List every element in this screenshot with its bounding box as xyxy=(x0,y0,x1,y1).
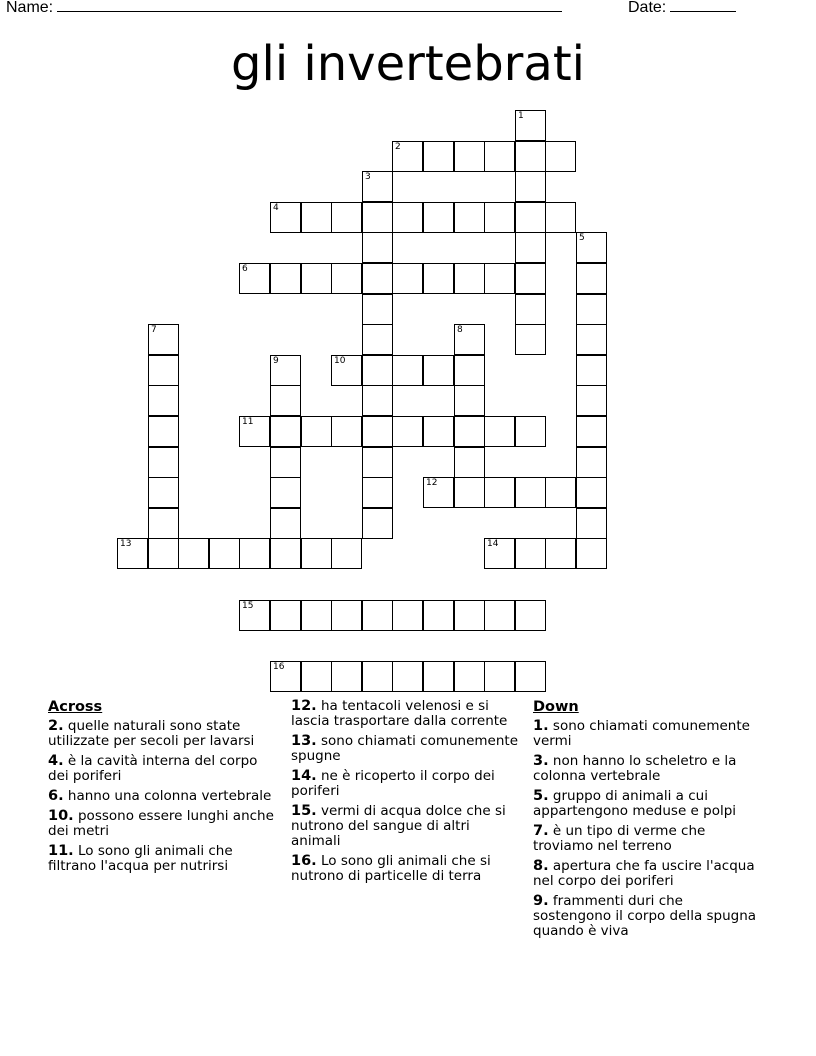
grid-cell[interactable] xyxy=(515,294,546,325)
grid-cell[interactable] xyxy=(392,263,423,294)
grid-cell[interactable] xyxy=(331,661,362,692)
clue-across-10: 10. possono essere lunghi anche dei metri xyxy=(48,808,274,839)
grid-cell[interactable] xyxy=(576,355,607,386)
cell-number: 6 xyxy=(242,264,248,274)
grid-cell[interactable] xyxy=(362,385,393,416)
cell-number: 1 xyxy=(518,111,524,121)
clue-across-12: 12. ha tentacoli velenosi e si lascia trasportare dalla corrente xyxy=(291,698,508,729)
grid-cell[interactable] xyxy=(454,600,485,631)
grid-cell[interactable] xyxy=(239,600,270,631)
grid-cell[interactable] xyxy=(148,508,179,539)
grid-cell[interactable] xyxy=(454,263,485,294)
grid-cell[interactable] xyxy=(454,416,485,447)
grid-cell[interactable] xyxy=(423,355,454,386)
grid-cell[interactable] xyxy=(423,477,454,508)
cell-number: 4 xyxy=(273,203,279,213)
grid-cell[interactable] xyxy=(454,355,485,386)
grid-cell[interactable] xyxy=(301,538,332,569)
grid-cell[interactable] xyxy=(576,385,607,416)
clue-down-3: 3. non hanno lo scheletro e la colonna vertebrale xyxy=(533,753,737,784)
clue-down-7: 7. è un tipo di verme che troviamo nel terreno xyxy=(533,823,706,854)
grid-cell[interactable] xyxy=(576,477,607,508)
grid-cell[interactable] xyxy=(362,263,393,294)
grid-cell[interactable] xyxy=(576,538,607,569)
grid-cell[interactable] xyxy=(423,600,454,631)
grid-cell[interactable] xyxy=(515,110,546,141)
grid-cell[interactable] xyxy=(301,263,332,294)
grid-cell[interactable] xyxy=(515,202,546,233)
grid-cell[interactable] xyxy=(270,508,301,539)
cell-number: 14 xyxy=(487,539,499,549)
grid-cell[interactable] xyxy=(515,477,546,508)
grid-cell[interactable] xyxy=(515,171,546,202)
grid-cell[interactable] xyxy=(545,202,576,233)
grid-cell[interactable] xyxy=(148,477,179,508)
grid-cell[interactable] xyxy=(423,416,454,447)
grid-cell[interactable] xyxy=(331,355,362,386)
grid-cell[interactable] xyxy=(484,477,515,508)
across-heading: Across xyxy=(48,699,103,715)
grid-cell[interactable] xyxy=(362,477,393,508)
grid-cell[interactable] xyxy=(484,263,515,294)
name-field[interactable] xyxy=(57,0,562,12)
grid-cell[interactable] xyxy=(484,661,515,692)
grid-cell[interactable] xyxy=(239,416,270,447)
grid-cell[interactable] xyxy=(392,416,423,447)
grid-cell[interactable] xyxy=(484,416,515,447)
grid-cell[interactable] xyxy=(392,141,423,172)
grid-cell[interactable] xyxy=(484,538,515,569)
clue-across-2: 2. quelle naturali sono state utilizzate per secoli per lavarsi xyxy=(48,718,255,749)
grid-cell[interactable] xyxy=(362,508,393,539)
clue-across-16: 16. Lo sono gli animali che si nutrono di particelle di terra xyxy=(291,853,491,884)
grid-cell[interactable] xyxy=(484,600,515,631)
grid-cell[interactable] xyxy=(423,263,454,294)
cell-number: 12 xyxy=(426,478,438,488)
grid-cell[interactable] xyxy=(270,355,301,386)
grid-cell[interactable] xyxy=(362,171,393,202)
down-clues xyxy=(533,699,765,944)
grid-cell[interactable] xyxy=(148,538,179,569)
grid-cell[interactable] xyxy=(576,294,607,325)
cell-number: 13 xyxy=(120,539,132,549)
grid-cell[interactable] xyxy=(392,355,423,386)
grid-cell[interactable] xyxy=(301,600,332,631)
grid-cell[interactable] xyxy=(484,141,515,172)
grid-cell[interactable] xyxy=(423,661,454,692)
grid-cell[interactable] xyxy=(515,141,546,172)
grid-cell[interactable] xyxy=(331,202,362,233)
grid-cell[interactable] xyxy=(454,661,485,692)
grid-cell[interactable] xyxy=(362,600,393,631)
grid-cell[interactable] xyxy=(301,661,332,692)
grid-cell[interactable] xyxy=(270,385,301,416)
cell-number: 7 xyxy=(151,325,157,335)
clue-down-1: 1. sono chiamati comunemente vermi xyxy=(533,718,750,749)
grid-cell[interactable] xyxy=(576,416,607,447)
grid-cell[interactable] xyxy=(454,141,485,172)
grid-cell[interactable] xyxy=(331,263,362,294)
grid-cell[interactable] xyxy=(576,447,607,478)
grid-cell[interactable] xyxy=(454,447,485,478)
grid-cell[interactable] xyxy=(270,661,301,692)
name-line xyxy=(6,0,562,17)
grid-cell[interactable] xyxy=(484,202,515,233)
grid-cell[interactable] xyxy=(576,324,607,355)
cell-number: 3 xyxy=(365,172,371,182)
clue-across-15: 15. vermi di acqua dolce che si nutrono del sangue di altri animali xyxy=(291,803,506,849)
grid-cell[interactable] xyxy=(362,416,393,447)
grid-cell[interactable] xyxy=(454,477,485,508)
grid-cell[interactable] xyxy=(270,538,301,569)
clue-across-6: 6. hanno una colonna vertebrale xyxy=(48,788,272,804)
grid-cell[interactable] xyxy=(545,141,576,172)
grid-cell[interactable] xyxy=(454,385,485,416)
clue-across-4: 4. è la cavità interna del corpo dei poriferi xyxy=(48,753,258,784)
grid-cell[interactable] xyxy=(362,324,393,355)
cell-number: 15 xyxy=(242,601,254,611)
grid-cell[interactable] xyxy=(239,263,270,294)
grid-cell[interactable] xyxy=(545,538,576,569)
grid-cell[interactable] xyxy=(331,538,362,569)
grid-cell[interactable] xyxy=(301,416,332,447)
grid-cell[interactable] xyxy=(515,538,546,569)
cell-number: 8 xyxy=(457,325,463,335)
cell-number: 11 xyxy=(242,417,254,427)
grid-cell[interactable] xyxy=(270,477,301,508)
grid-cell[interactable] xyxy=(576,263,607,294)
grid-cell[interactable] xyxy=(270,202,301,233)
page-title: gli invertebrati xyxy=(231,36,585,92)
date-line xyxy=(628,0,736,17)
clue-down-5: 5. gruppo di animali a cui appartengono meduse e polpi xyxy=(533,788,737,819)
grid-cell[interactable] xyxy=(545,477,576,508)
cell-number: 2 xyxy=(395,142,401,152)
grid-cell[interactable] xyxy=(117,538,148,569)
grid-cell[interactable] xyxy=(270,600,301,631)
grid-cell[interactable] xyxy=(148,355,179,386)
grid-cell[interactable] xyxy=(454,324,485,355)
grid-cell[interactable] xyxy=(270,416,301,447)
across-clues xyxy=(48,699,280,879)
grid-cell[interactable] xyxy=(423,141,454,172)
grid-cell[interactable] xyxy=(362,355,393,386)
grid-cell[interactable] xyxy=(331,416,362,447)
across-clues-continued xyxy=(291,699,523,889)
grid-cell[interactable] xyxy=(331,600,362,631)
grid-cell[interactable] xyxy=(239,538,270,569)
date-field[interactable] xyxy=(670,0,736,12)
cell-number: 9 xyxy=(273,356,279,366)
grid-cell[interactable] xyxy=(362,661,393,692)
grid-cell[interactable] xyxy=(515,600,546,631)
grid-cell[interactable] xyxy=(392,202,423,233)
cell-number: 10 xyxy=(334,356,346,366)
grid-cell[interactable] xyxy=(515,232,546,263)
date-label: Date: xyxy=(628,0,667,16)
grid-cell[interactable] xyxy=(515,661,546,692)
grid-cell[interactable] xyxy=(392,600,423,631)
clue-across-11: 11. Lo sono gli animali che filtrano l'acqua per nutrirsi xyxy=(48,843,233,874)
grid-cell[interactable] xyxy=(362,232,393,263)
grid-cell[interactable] xyxy=(148,385,179,416)
cell-number: 16 xyxy=(273,662,285,672)
clue-down-9: 9. frammenti duri che sostengono il corpo della spugna quando è viva xyxy=(533,893,757,939)
clue-across-14: 14. ne è ricoperto il corpo dei poriferi xyxy=(291,768,495,799)
name-label: Name: xyxy=(6,0,54,16)
grid-cell[interactable] xyxy=(270,263,301,294)
grid-cell[interactable] xyxy=(178,538,209,569)
grid-cell[interactable] xyxy=(270,447,301,478)
grid-cell[interactable] xyxy=(515,416,546,447)
clue-down-8: 8. apertura che fa uscire l'acqua nel corpo dei poriferi xyxy=(533,858,755,889)
cell-number: 5 xyxy=(579,233,585,243)
grid-cell[interactable] xyxy=(515,324,546,355)
grid-cell[interactable] xyxy=(576,232,607,263)
grid-cell[interactable] xyxy=(148,447,179,478)
grid-cell[interactable] xyxy=(362,202,393,233)
grid-cell[interactable] xyxy=(423,202,454,233)
grid-cell[interactable] xyxy=(576,508,607,539)
grid-cell[interactable] xyxy=(209,538,240,569)
grid-cell[interactable] xyxy=(362,294,393,325)
grid-cell[interactable] xyxy=(454,202,485,233)
clue-across-13: 13. sono chiamati comunemente spugne xyxy=(291,733,519,764)
grid-cell[interactable] xyxy=(515,263,546,294)
grid-cell[interactable] xyxy=(362,447,393,478)
down-heading: Down xyxy=(533,699,579,715)
grid-cell[interactable] xyxy=(392,661,423,692)
grid-cell[interactable] xyxy=(301,202,332,233)
grid-cell[interactable] xyxy=(148,324,179,355)
grid-cell[interactable] xyxy=(148,416,179,447)
